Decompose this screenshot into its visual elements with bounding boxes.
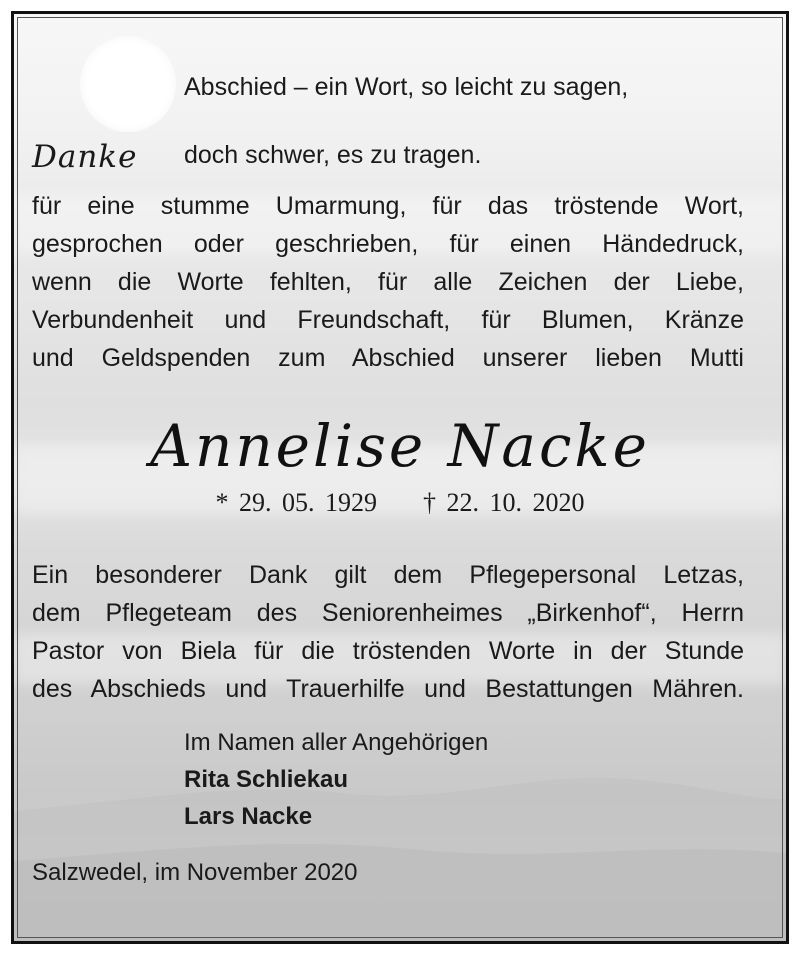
thanks-line: gesprochen oder geschrieben, für einen Händedruck,	[32, 230, 744, 258]
signature-block	[184, 724, 488, 835]
signature-intro: Im Namen aller Angehörigen	[184, 729, 489, 756]
special-thanks-line: des Abschieds und Trauerhilfe und Bestattungen Mähren.	[32, 675, 744, 703]
special-thanks-line: Ein besonderer Dank gilt dem Pflegepersonal Letzas,	[32, 561, 744, 589]
thanks-line: wenn die Worte fehlten, für alle Zeichen der Liebe,	[32, 268, 744, 296]
thanks-line: Verbundenheit und Freundschaft, für Blumen, Kränze	[32, 306, 744, 334]
thanks-paragraph	[32, 187, 744, 377]
motto-verse	[184, 36, 628, 172]
thanks-line: für eine stumme Umarmung, für das tröstende Wort,	[32, 192, 744, 220]
moon-decoration	[80, 36, 176, 132]
thanks-line: und Geldspenden zum Abschied unserer lieben Mutti	[32, 344, 744, 372]
heading-danke: Danke	[32, 139, 138, 175]
signatory-name: Rita Schliekau	[184, 766, 349, 793]
signatory-name: Lars Nacke	[184, 803, 313, 830]
birth-date: * 29. 05. 1929	[215, 488, 377, 517]
special-thanks-paragraph	[32, 556, 744, 708]
death-date: † 22. 10. 2020	[423, 488, 585, 517]
deceased-name: Annelise Nacke	[150, 412, 650, 480]
life-dates	[0, 488, 800, 518]
special-thanks-line: Pastor von Biela für die tröstenden Worte in der Stunde	[32, 637, 744, 665]
motto-line: doch schwer, es zu tragen.	[184, 141, 482, 169]
special-thanks-line: dem Pflegeteam des Seniorenheimes „Birkenhof“, Herrn	[32, 599, 744, 627]
place-and-date: Salzwedel, im November 2020	[32, 859, 358, 886]
motto-line: Abschied – ein Wort, so leicht zu sagen,	[184, 73, 629, 101]
